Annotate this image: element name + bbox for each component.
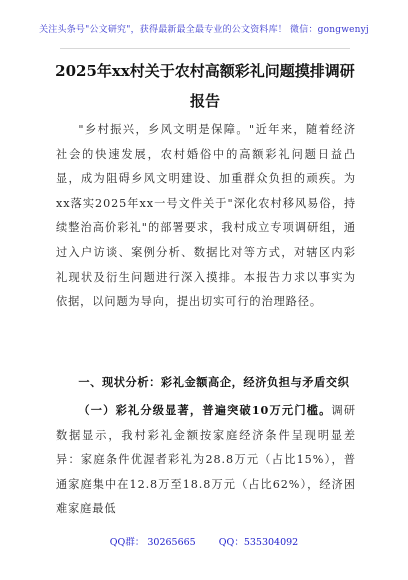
subsection-heading-1: （一）彩礼分级显著，普遍突破10万元门槛。 [78, 403, 332, 417]
header-divider [60, 48, 350, 49]
document-title: 2025年xx村关于农村高额彩礼问题摸排调研报告 [55, 62, 355, 110]
section-paragraph-1 [56, 398, 356, 522]
footer [0, 534, 408, 548]
footer-qq-group: QQ群： 30265665 [109, 537, 196, 548]
footer-qq: QQ：535304092 [218, 537, 299, 548]
subsection-text-1: 调研数据显示，我村彩礼金额按家庭经济条件呈现明显差异：家庭条件优渥者彩礼为28.8万元（占比15%），普通家庭集中在12.8万至18.8万元（占比62%），经济困难家庭最低 [56, 404, 356, 516]
header-banner: 关注头条号"公文研究"，获得最新最全最专业的公文资料库！ 微信：gongwenyj [39, 25, 369, 35]
intro-paragraph: "乡村振兴，乡风文明是保障。"近年来，随着经济社会的快速发展，农村婚俗中的高额彩礼问题日益凸显，成为阻碍乡风文明建设、加重群众负担的顽疾。为xx落实2025年xx一号文件关于"深化农村移风易俗，持续整治高价彩礼"的部署要求，我村成立专项调研组，通过入户访谈、案例分析、数据比对等方式，对辖区内彩礼现状及衍生问题进行深入摸排。本报告力求以事实为依据，以问题为导向，提出切实可行的治理路径。 [56, 123, 356, 309]
section-heading-1: 一、现状分析：彩礼金额高企，经济负担与矛盾交织 [78, 375, 350, 389]
